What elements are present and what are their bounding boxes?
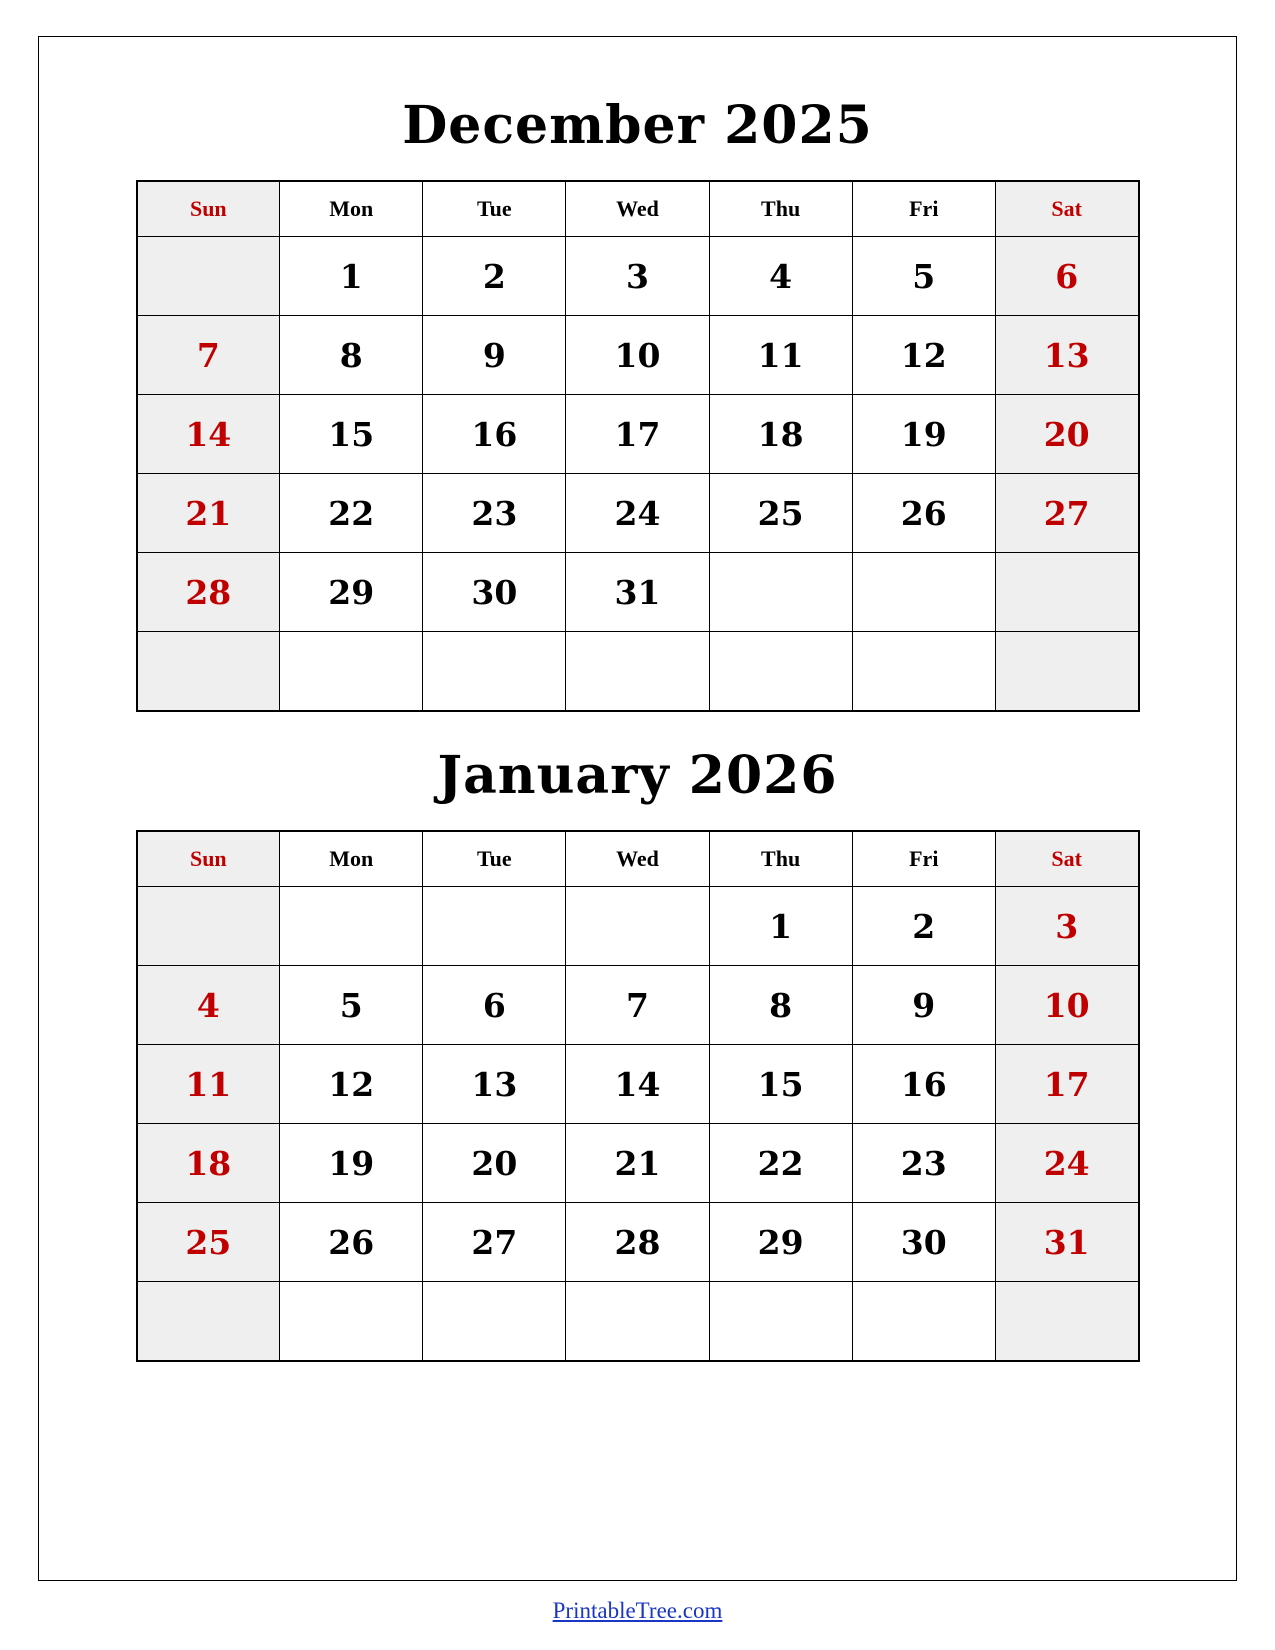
day-cell: 6 [995,237,1138,316]
day-cell [709,632,852,711]
weekday-header-row [137,181,1139,237]
day-cell: 31 [566,553,709,632]
day-cell [137,1282,280,1361]
day-cell: 3 [566,237,709,316]
day-cell: 23 [852,1124,995,1203]
day-cell [852,632,995,711]
day-cell: 22 [280,474,423,553]
week-row [137,474,1139,553]
day-cell: 27 [995,474,1138,553]
week-row [137,1124,1139,1203]
day-cell: 11 [137,1045,280,1124]
day-cell [423,887,566,966]
day-cell [566,1282,709,1361]
day-cell: 14 [137,395,280,474]
day-cell: 6 [423,966,566,1045]
day-cell: 21 [137,474,280,553]
day-cell: 20 [995,395,1138,474]
week-row [137,316,1139,395]
day-cell [137,632,280,711]
day-cell: 12 [852,316,995,395]
day-cell: 30 [852,1203,995,1282]
day-cell: 1 [709,887,852,966]
day-cell: 13 [423,1045,566,1124]
day-cell: 7 [137,316,280,395]
week-row [137,237,1139,316]
weekday-header-sat: Sat [995,181,1138,237]
day-cell [137,237,280,316]
day-cell: 25 [137,1203,280,1282]
day-cell: 26 [280,1203,423,1282]
day-cell: 25 [709,474,852,553]
weekday-header-fri: Fri [852,181,995,237]
day-cell: 28 [566,1203,709,1282]
day-cell [566,887,709,966]
month-title: January 2026 [437,745,838,806]
weekday-header-fri: Fri [852,831,995,887]
day-cell: 5 [280,966,423,1045]
day-cell: 4 [137,966,280,1045]
day-cell: 3 [995,887,1138,966]
day-cell: 24 [566,474,709,553]
day-cell: 29 [709,1203,852,1282]
day-cell: 5 [852,237,995,316]
day-cell [423,632,566,711]
day-cell: 8 [709,966,852,1045]
day-cell: 10 [566,316,709,395]
day-cell [709,1282,852,1361]
printabletree-link[interactable]: PrintableTree.com [552,1598,723,1623]
day-cell: 16 [852,1045,995,1124]
day-cell: 15 [709,1045,852,1124]
day-cell: 19 [852,395,995,474]
day-cell [280,632,423,711]
month-title: December 2025 [402,95,873,156]
day-cell: 13 [995,316,1138,395]
day-cell: 19 [280,1124,423,1203]
weekday-header-tue: Tue [423,831,566,887]
week-row [137,966,1139,1045]
day-cell: 21 [566,1124,709,1203]
weekday-header-thu: Thu [709,181,852,237]
day-cell: 16 [423,395,566,474]
day-cell: 26 [852,474,995,553]
day-cell: 17 [995,1045,1138,1124]
weekday-header-sun: Sun [137,181,280,237]
week-row [137,395,1139,474]
day-cell: 11 [709,316,852,395]
weekday-header-thu: Thu [709,831,852,887]
day-cell: 23 [423,474,566,553]
day-cell: 27 [423,1203,566,1282]
day-cell: 18 [709,395,852,474]
day-cell [995,632,1138,711]
week-row [137,553,1139,632]
weekday-header-row [137,831,1139,887]
weekday-header-wed: Wed [566,831,709,887]
day-cell: 10 [995,966,1138,1045]
day-cell: 28 [137,553,280,632]
day-cell [995,1282,1138,1361]
day-cell [709,553,852,632]
weekday-header-mon: Mon [280,831,423,887]
day-cell: 22 [709,1124,852,1203]
weekday-header-tue: Tue [423,181,566,237]
day-cell: 1 [280,237,423,316]
day-cell: 7 [566,966,709,1045]
day-cell: 31 [995,1203,1138,1282]
day-cell [423,1282,566,1361]
month-block-january [39,745,1236,1362]
day-cell: 4 [709,237,852,316]
day-cell [995,553,1138,632]
week-row [137,887,1139,966]
day-cell [280,887,423,966]
weekday-header-sat: Sat [995,831,1138,887]
day-cell: 20 [423,1124,566,1203]
weekday-header-mon: Mon [280,181,423,237]
week-row [137,1282,1139,1361]
day-cell [280,1282,423,1361]
day-cell: 9 [423,316,566,395]
weekday-header-sun: Sun [137,831,280,887]
day-cell [137,887,280,966]
day-cell: 9 [852,966,995,1045]
day-cell [852,553,995,632]
day-cell: 24 [995,1124,1138,1203]
day-cell: 29 [280,553,423,632]
month-block-december [39,95,1236,712]
footer [39,1598,1236,1624]
day-cell: 8 [280,316,423,395]
day-cell: 2 [852,887,995,966]
day-cell: 18 [137,1124,280,1203]
day-cell: 15 [280,395,423,474]
calendar-page [38,36,1237,1623]
week-row [137,1045,1139,1124]
day-cell: 12 [280,1045,423,1124]
week-row [137,1203,1139,1282]
calendar-grid-december [136,180,1140,712]
day-cell [852,1282,995,1361]
weekday-header-wed: Wed [566,181,709,237]
day-cell: 30 [423,553,566,632]
day-cell: 17 [566,395,709,474]
day-cell: 2 [423,237,566,316]
day-cell [566,632,709,711]
calendar-grid-january [136,830,1140,1362]
week-row [137,632,1139,711]
day-cell: 14 [566,1045,709,1124]
